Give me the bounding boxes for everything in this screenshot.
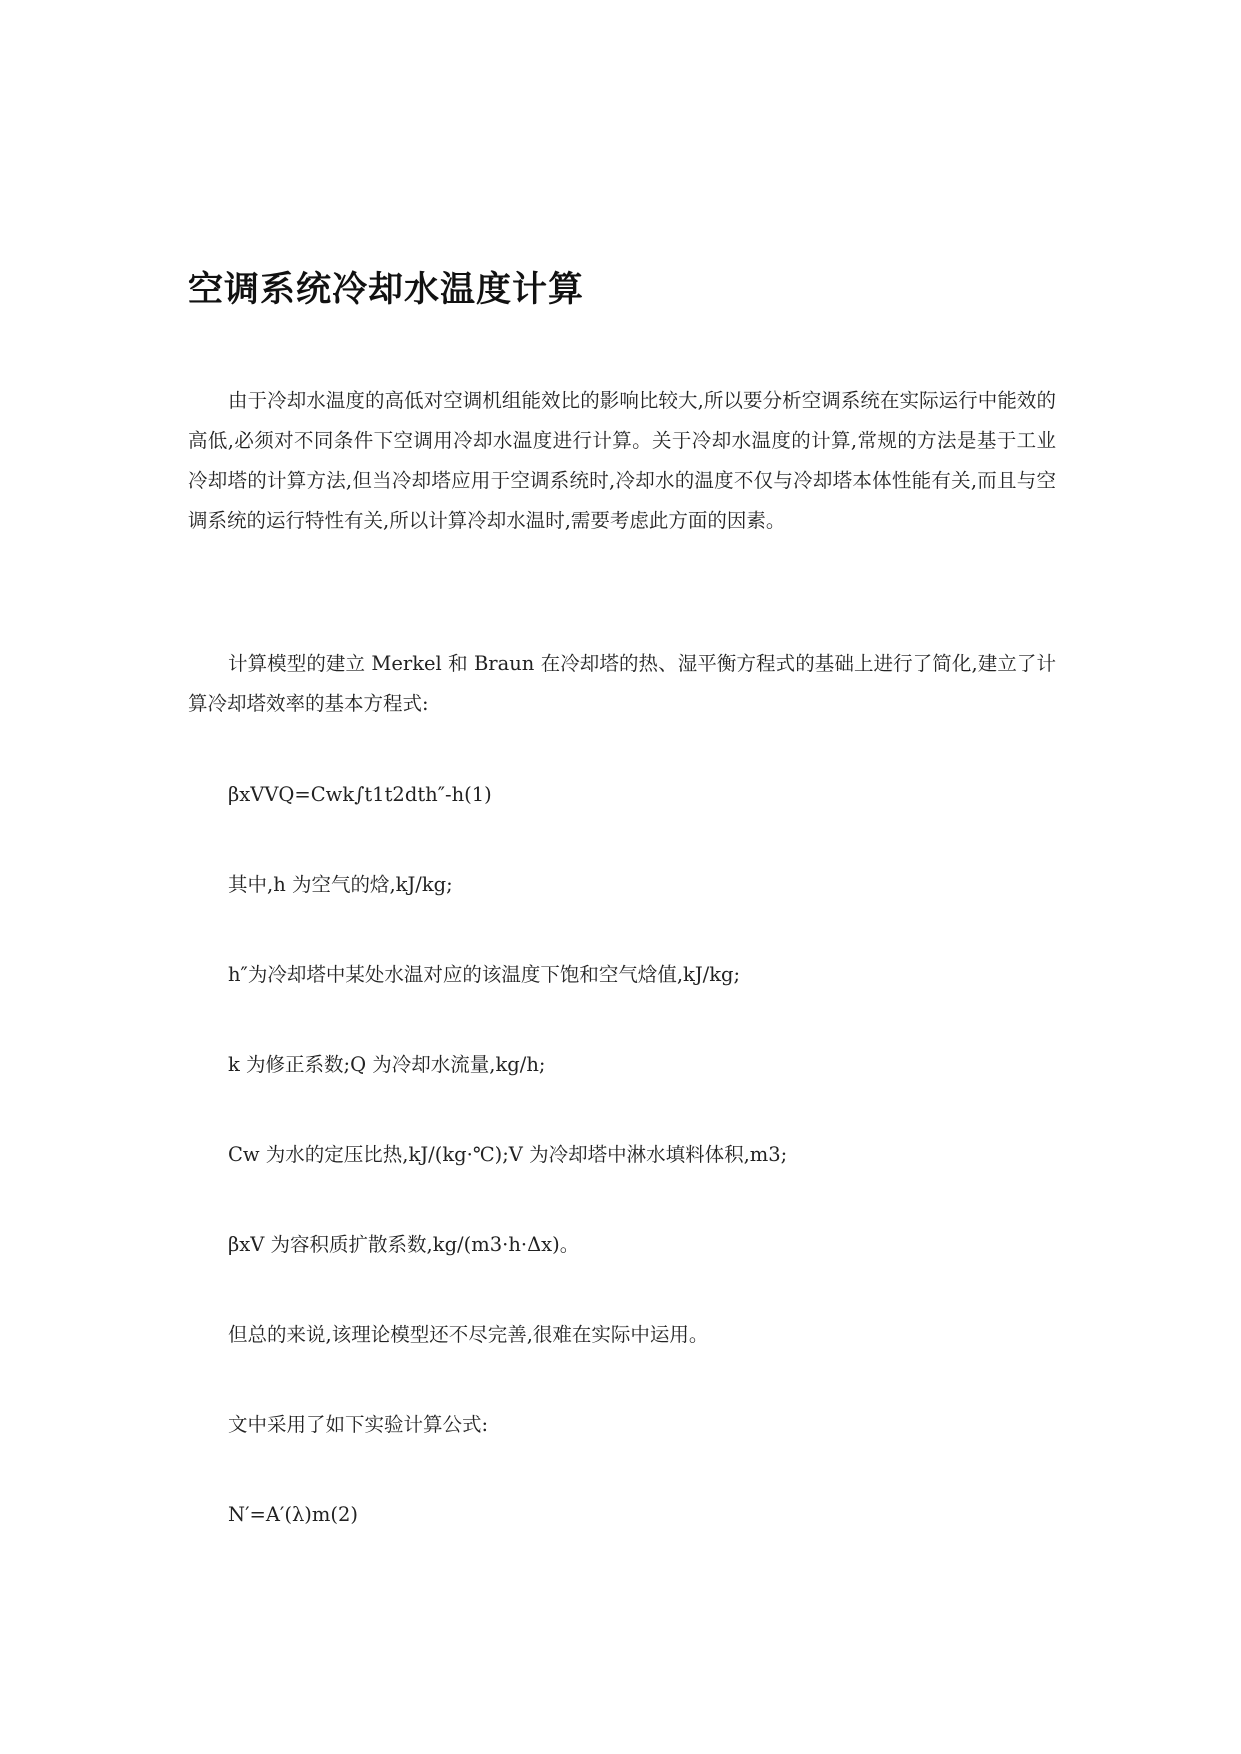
summary-line: 但总的来说,该理论模型还不尽完善,很难在实际中运用。 bbox=[228, 1323, 709, 1346]
paragraph-model: 计算模型的建立 Merkel 和 Braun 在冷却塔的热、湿平衡方程式的基础上进行了简化,建立了计算冷却塔效率的基本方程式: bbox=[188, 652, 1056, 715]
formula-1: βxVVQ=Cwk∫t1t2dth″-h(1) bbox=[228, 783, 492, 806]
definition-cw-v: Cw 为水的定压比热,kJ/(kg·℃);V 为冷却塔中淋水填料体积,m3; bbox=[228, 1143, 788, 1166]
formula-2: N′=A′(λ)m(2) bbox=[228, 1503, 359, 1526]
definition-h-double-prime: h″为冷却塔中某处水温对应的该温度下饱和空气焓值,kJ/kg; bbox=[228, 963, 741, 986]
formula-intro-line: 文中采用了如下实验计算公式: bbox=[228, 1413, 489, 1436]
paragraph-intro: 由于冷却水温度的高低对空调机组能效比的影响比较大,所以要分析空调系统在实际运行中能效的高低,必须对不同条件下空调用冷却水温度进行计算。关于冷却水温度的计算,常规的方法是基于工业冷却塔的计算方法,但当冷却塔应用于空调系统时,冷却水的温度不仅与冷却塔本体性能有关,而且与空调系统的运行特性有关,所以计算冷却水温时,需要考虑此方面的因素。 bbox=[188, 389, 1056, 532]
document-title: 空调系统冷却水温度计算 bbox=[188, 269, 585, 310]
definition-k-q: k 为修正系数;Q 为冷却水流量,kg/h; bbox=[228, 1053, 546, 1076]
definition-h: 其中,h 为空气的焓,kJ/kg; bbox=[228, 873, 453, 896]
definition-betaxv: βxV 为容积质扩散系数,kg/(m3·h·Δx)。 bbox=[228, 1233, 580, 1256]
